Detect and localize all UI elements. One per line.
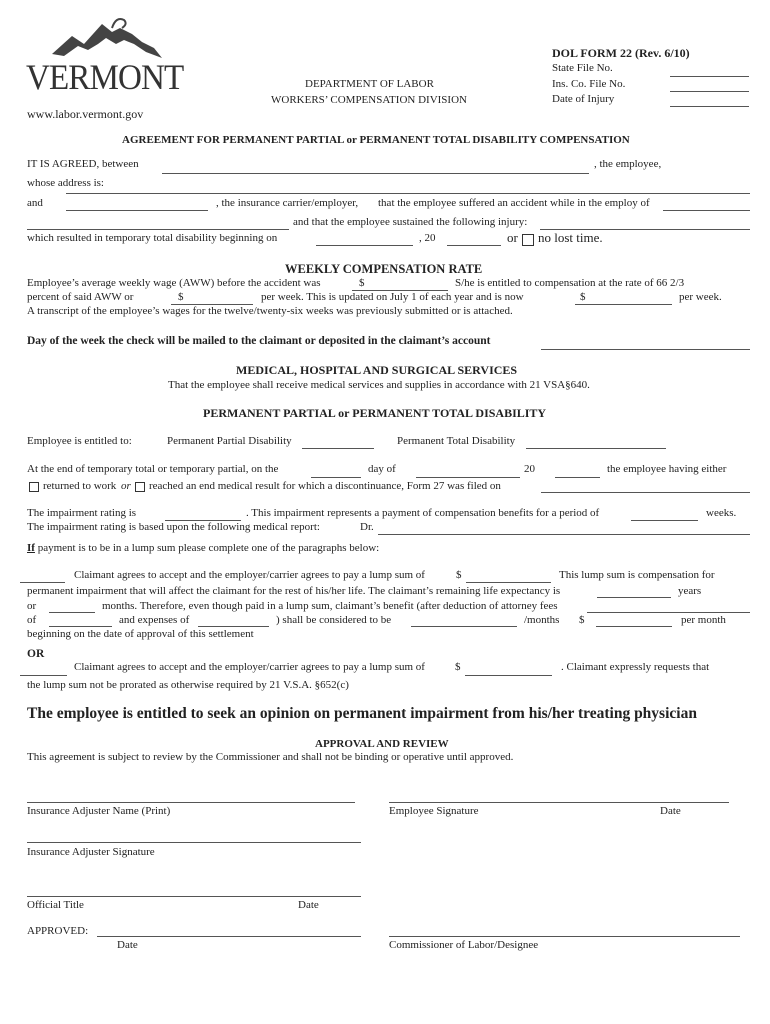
the-employee-label: , the employee, <box>594 158 662 170</box>
of-label: of <box>27 614 37 626</box>
life-months-field[interactable] <box>49 612 95 613</box>
official-title-label: Official Title <box>27 899 84 911</box>
approved-date-field[interactable] <box>97 936 361 937</box>
and-label: and <box>27 197 43 209</box>
considered-field[interactable] <box>411 626 517 627</box>
lump-sum-instr-text: payment is to be in a lump sum please complete one of the paragraphs below: <box>34 542 380 554</box>
based-upon-text: The impairment rating is based upon the following medical report: <box>27 521 320 533</box>
accident-text: that the employee suffered an accident while in the employ of <box>378 197 650 209</box>
state-file-field[interactable] <box>670 76 749 77</box>
date-injury-field[interactable] <box>670 106 749 107</box>
lump2-claimant-text: Claimant agrees to accept and the employer/carrier agrees to pay a lump sum of <box>74 661 425 673</box>
attorney-fees-field[interactable] <box>587 612 750 613</box>
state-file-label: State File No. <box>552 62 613 74</box>
employee-signature-field[interactable] <box>389 802 729 803</box>
current-rate-field[interactable] <box>575 304 672 305</box>
returned-to-work-checkbox[interactable] <box>29 482 39 492</box>
commissioner-signature-field[interactable] <box>389 936 740 937</box>
day-of-label: day of <box>368 463 396 475</box>
end-medical-text: reached an end medical result for which a discontinuance, Form 27 was filed on <box>149 480 501 492</box>
adjuster-signature-field[interactable] <box>27 842 361 843</box>
disability-date-field[interactable] <box>316 245 413 246</box>
if-word: If <box>27 542 35 554</box>
form-id: DOL FORM 22 (Rev. 6/10) <box>552 46 690 60</box>
no-lost-time-checkbox[interactable] <box>522 234 534 246</box>
no-lost-time-label: no lost time. <box>538 230 603 245</box>
partial-label: Permanent Partial Disability <box>167 435 292 447</box>
lump1-claimant-text: Claimant agrees to accept and the employer/carrier agrees to pay a lump sum of <box>74 569 425 581</box>
check-day-field[interactable] <box>541 349 750 350</box>
rating-is-label: The impairment rating is <box>27 507 137 519</box>
medical-text: That the employee shall receive medical services and supplies in accordance with 21 VSA§640. <box>168 379 590 391</box>
form-title: AGREEMENT FOR PERMANENT PARTIAL or PERMANENT TOTAL DISABILITY COMPENSATION <box>122 134 630 146</box>
employee-signature-label: Employee Signature <box>389 805 479 817</box>
agreed-between-label: IT IS AGREED, between <box>27 158 139 170</box>
aww-dollar: $ <box>359 277 365 289</box>
expressly-text: . Claimant expressly requests that <box>561 661 710 673</box>
lump2-select-field[interactable] <box>20 675 67 676</box>
entitled-text: S/he is entitled to compensation at the rate of 66 2/3 <box>455 277 685 289</box>
per-week-label: per week. <box>679 291 722 303</box>
lump1-dollar: $ <box>456 569 462 581</box>
current-rate-dollar: $ <box>580 291 586 303</box>
transcript-text: A transcript of the employee’s wages for the twelve/twenty-six weeks was previously submitted or is attached. <box>27 305 513 317</box>
entitled-to-label: Employee is entitled to: <box>27 435 132 447</box>
returned-to-work-label: returned to work <box>43 480 117 492</box>
dept-line1: DEPARTMENT OF LABOR <box>305 78 434 90</box>
insurance-carrier-label: , the insurance carrier/employer, <box>216 197 359 209</box>
per-months-label: /months <box>524 614 560 626</box>
attorney-fee-amount-field[interactable] <box>49 626 112 627</box>
twenty-label: 20 <box>524 463 535 475</box>
doctor-field[interactable] <box>378 534 750 535</box>
medical-heading: MEDICAL, HOSPITAL AND SURGICAL SERVICES <box>236 363 518 377</box>
total-label: Permanent Total Disability <box>397 435 516 447</box>
considered-text: ) shall be considered to be <box>276 614 392 626</box>
per-week-updated-text: per week. This is updated on July 1 of each year and is now <box>261 291 524 303</box>
adjuster-name-field[interactable] <box>27 802 355 803</box>
percent-text: percent of said AWW or <box>27 291 134 303</box>
ins-file-field[interactable] <box>670 91 749 92</box>
dr-label: Dr. <box>360 521 374 533</box>
comma-20-label: , 20 <box>419 232 436 244</box>
or-italic-label: or <box>121 480 131 492</box>
ppd-heading: PERMANENT PARTIAL or PERMANENT TOTAL DISABILITY <box>203 406 547 420</box>
lump-sum-instruction <box>27 542 379 555</box>
having-either-text: the employee having either <box>607 463 727 475</box>
dept-line2: WORKERS’ COMPENSATION DIVISION <box>271 94 467 106</box>
impairment-text: permanent impairment that will affect the claimant for the rest of his/her life. The claimant’s remaining life expectancy is <box>27 585 561 597</box>
date-label-1: Date <box>660 805 681 817</box>
website-link[interactable]: www.labor.vermont.gov <box>27 107 144 121</box>
weeks-field[interactable] <box>631 520 698 521</box>
employer-field-2[interactable] <box>27 229 289 230</box>
commissioner-label: Commissioner of Labor/Designee <box>389 939 539 951</box>
per-month-field[interactable] <box>596 626 672 627</box>
partial-field[interactable] <box>302 448 374 449</box>
lump2-amount-field[interactable] <box>465 675 552 676</box>
compensation-for-text: This lump sum is compensation for <box>559 569 715 581</box>
rate-dollar: $ <box>178 291 184 303</box>
months-text: months. Therefore, even though paid in a lump sum, claimant’s benefit (after deduction of attorney fees <box>102 600 558 612</box>
beginning-text: beginning on the date of approval of this settlement <box>27 628 254 640</box>
ins-file-label: Ins. Co. File No. <box>552 78 626 90</box>
official-title-field[interactable] <box>27 896 361 897</box>
form27-date-field[interactable] <box>541 492 750 493</box>
address-field[interactable] <box>131 193 750 194</box>
opinion-statement: The employee is entitled to seek an opinion on permanent impairment from his/her treating physician <box>27 705 697 722</box>
end-of-temp-text: At the end of temporary total or temporary partial, on the <box>27 463 279 475</box>
not-prorated-text: the lump sum not be prorated as otherwise required by 21 V.S.A. §652(c) <box>27 679 349 691</box>
check-day-label: Day of the week the check will be mailed to the claimant or deposited in the claimant’s account <box>27 335 491 347</box>
logo-text: VERMONT <box>26 57 184 97</box>
represents-text: . This impairment represents a payment of compensation benefits for a period of <box>246 507 600 519</box>
employer-field[interactable] <box>663 210 750 211</box>
adjuster-name-label: Insurance Adjuster Name (Print) <box>27 805 171 817</box>
and-expenses-label: and expenses of <box>119 614 190 626</box>
expenses-field[interactable] <box>198 626 269 627</box>
whose-address-label: whose address is: <box>27 177 104 189</box>
aww-text: Employee’s average weekly wage (AWW) before the accident was <box>27 277 321 289</box>
end-medical-checkbox[interactable] <box>135 482 145 492</box>
end-month-field[interactable] <box>416 477 520 478</box>
or-separator: OR <box>27 648 45 660</box>
employee-name-field[interactable] <box>162 173 589 174</box>
lump1-amount-field[interactable] <box>466 582 551 583</box>
end-year-field[interactable] <box>555 477 600 478</box>
weeks-label: weeks. <box>706 507 737 519</box>
total-field[interactable] <box>526 448 666 449</box>
carrier-field-top[interactable] <box>66 193 212 194</box>
end-day-field[interactable] <box>311 477 361 478</box>
sustained-injury-text: and that the employee sustained the following injury: <box>293 216 528 228</box>
or-label-2: or <box>27 600 37 612</box>
date-injury-label: Date of Injury <box>552 93 615 105</box>
approval-text: This agreement is subject to review by the Commissioner and shall not be binding or operative until approved. <box>27 751 514 763</box>
per-month-label: per month <box>681 614 726 626</box>
approved-label: APPROVED: <box>27 925 89 937</box>
or-label: or <box>507 230 518 245</box>
weekly-heading: WEEKLY COMPENSATION RATE <box>285 262 483 276</box>
approval-heading: APPROVAL AND REVIEW <box>315 738 449 750</box>
temp-disability-text: which resulted in temporary total disability beginning on <box>27 232 278 244</box>
disability-year-field[interactable] <box>447 245 501 246</box>
date-label-3: Date <box>117 939 138 951</box>
per-month-dollar: $ <box>579 614 585 626</box>
lump1-select-field[interactable] <box>20 582 65 583</box>
date-label-2: Date <box>298 899 319 911</box>
carrier-field[interactable] <box>66 210 208 211</box>
years-label: years <box>678 585 702 597</box>
life-years-field[interactable] <box>597 597 671 598</box>
adjuster-signature-label: Insurance Adjuster Signature <box>27 846 155 858</box>
lump2-dollar: $ <box>455 661 461 673</box>
